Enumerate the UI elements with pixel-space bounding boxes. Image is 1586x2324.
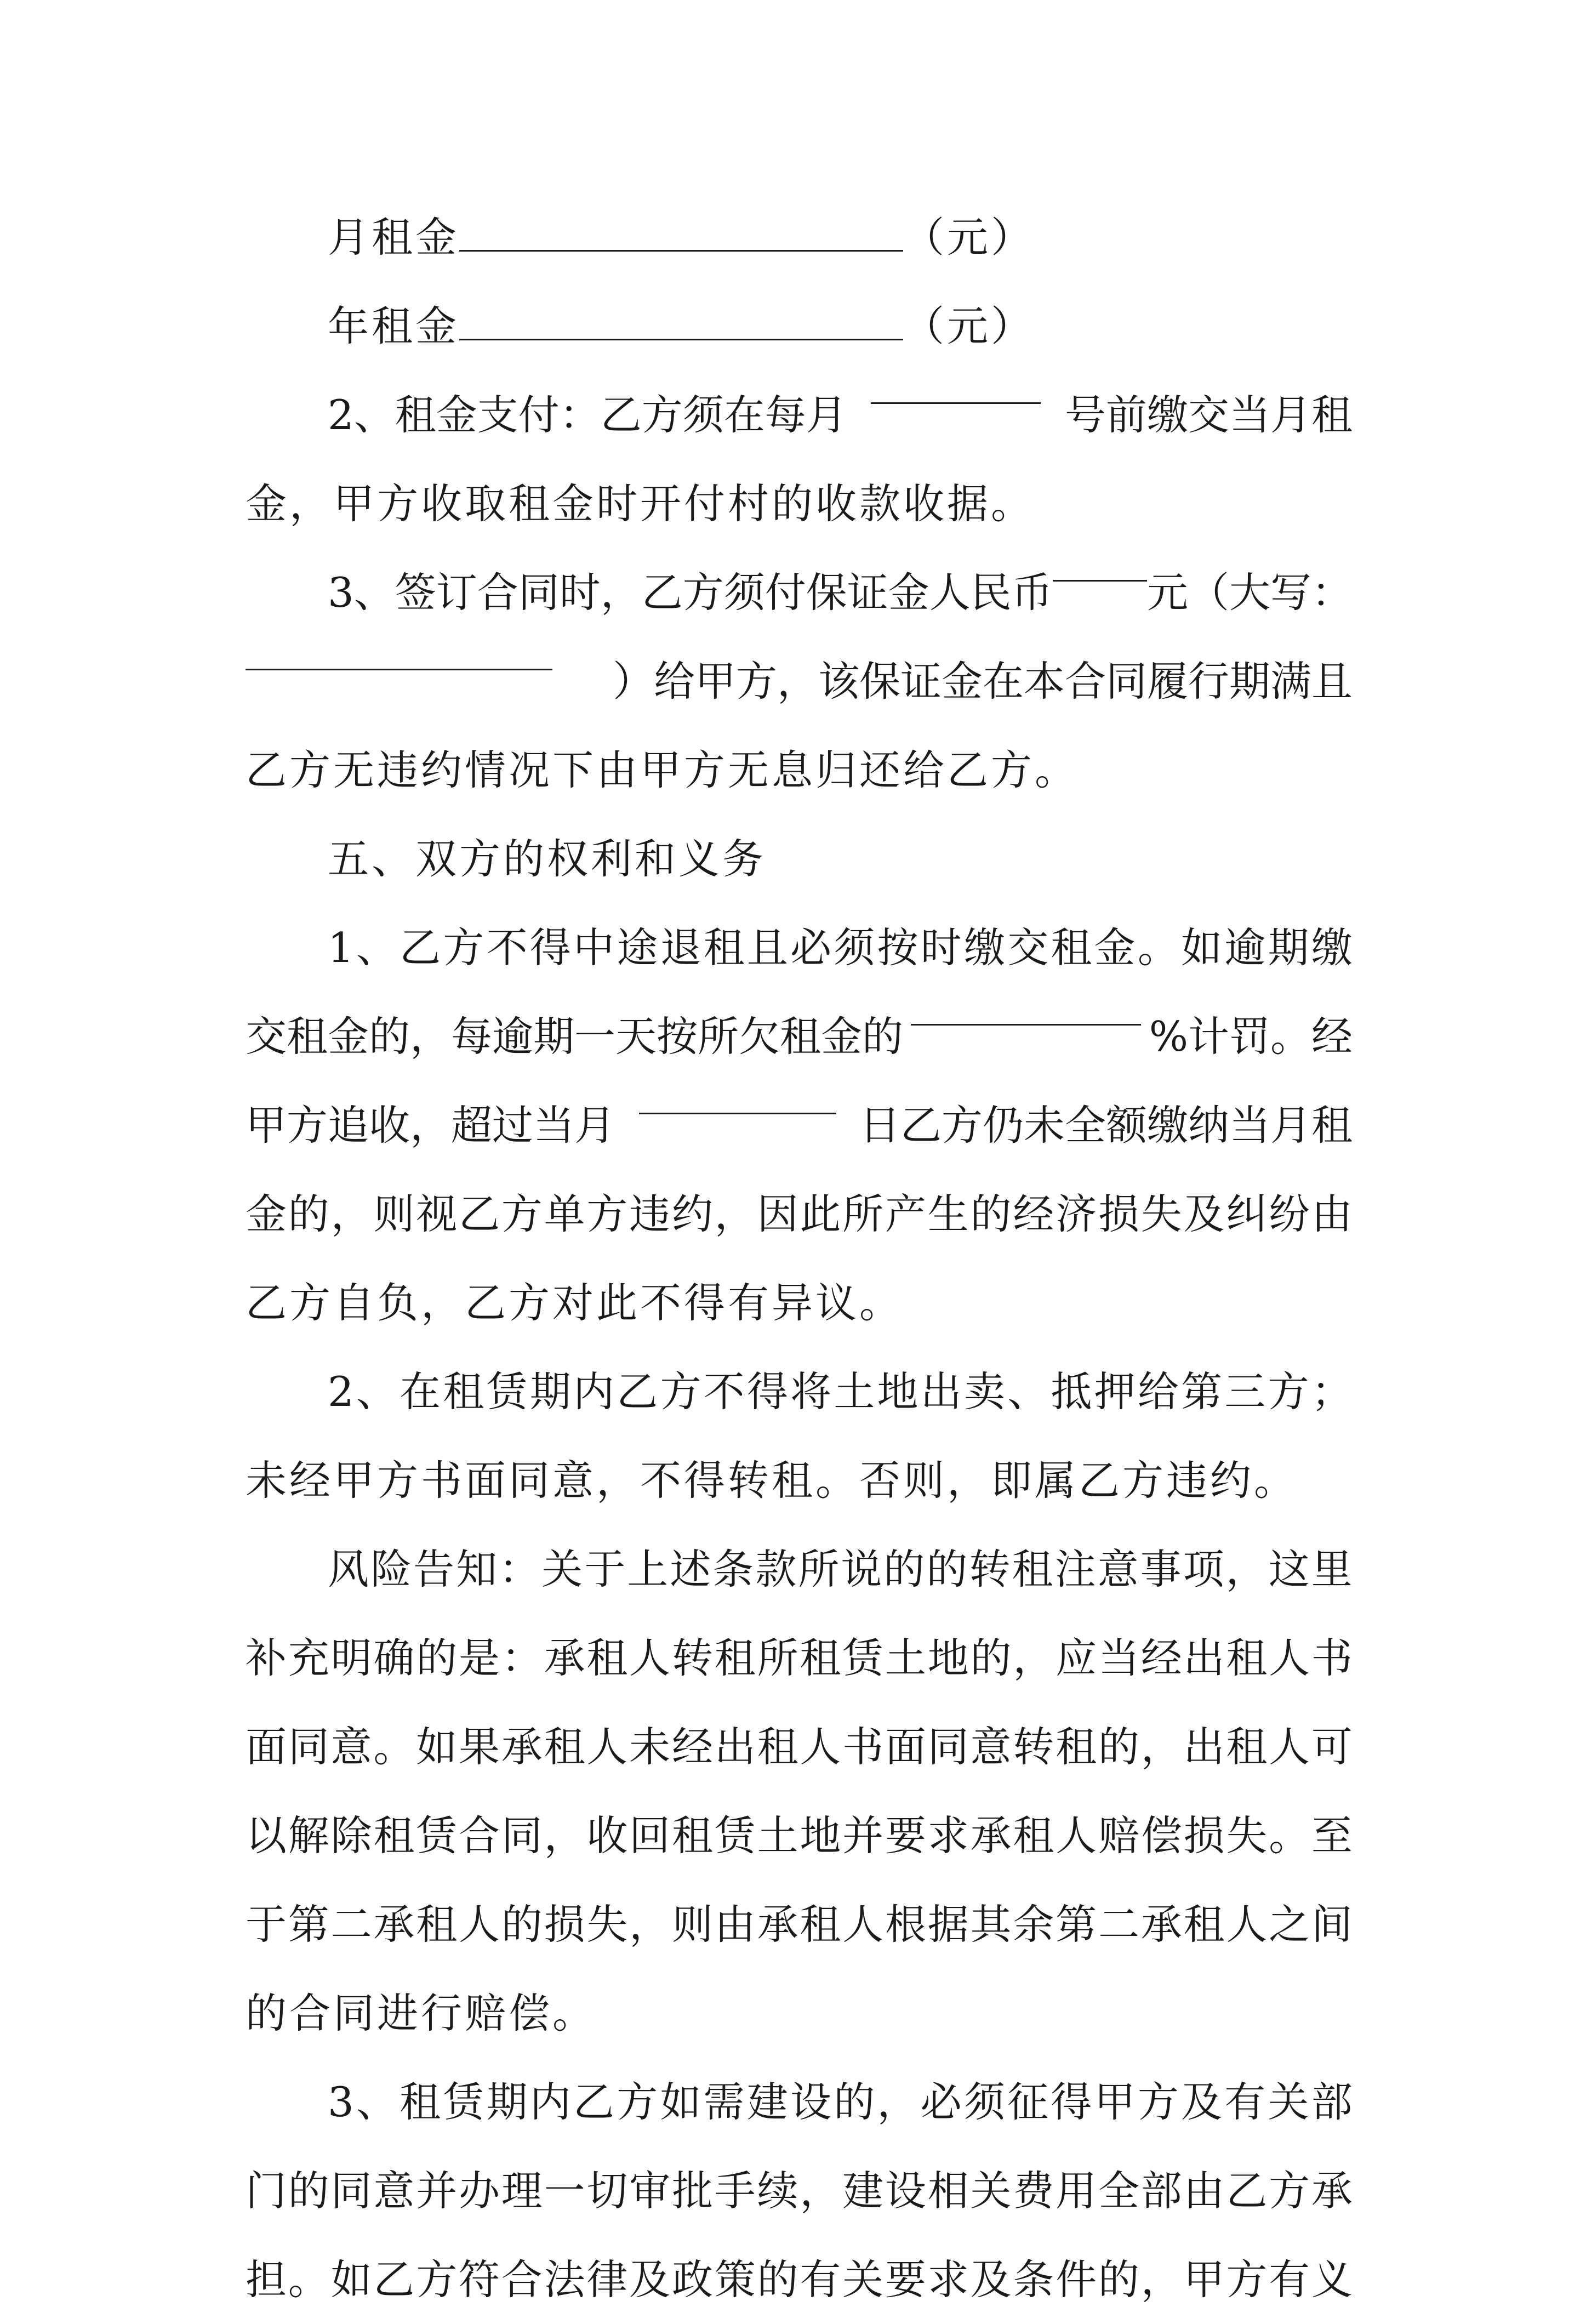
clause1-line-2	[246, 992, 1353, 1081]
clause3-line1-text: 3 、 租 赁 期 内 乙 方 如 需 建 设 的 ， 必 须 征 得 甲 方 及 有 关 部	[328, 2078, 1353, 2126]
deposit-line2-rest: ）给甲方，该保证金在本合同履行期满且	[612, 657, 1353, 705]
clause1-line2-part1: 交租金的，每逾期一天按所欠租金的	[246, 1012, 904, 1061]
clause1-line4-text: 金 的 ， 则 视 乙 方 单 方 违 约 ， 因 此 所 产 生 的 经 济 损 失 及 纠 纷 由	[246, 1190, 1353, 1238]
monthly-rent-line	[246, 193, 1353, 282]
monthly-rent-label: 月租金	[328, 213, 460, 261]
clause2-line1-text: 2 、 在 租 赁 期 内 乙 方 不 得 将 土 地 出 卖 、 抵 押 给 第 三 方 ；	[328, 1368, 1353, 1416]
overdue-day-blank	[639, 1081, 836, 1114]
clause3-line-3	[246, 2235, 1353, 2324]
annual-rent-blank	[459, 307, 903, 340]
payment-line-2: 金，甲方收取租金时开付村的收款收据。	[246, 480, 1035, 528]
deposit-line-1	[246, 548, 1353, 637]
clause1-line3-part1: 甲方追收，超过当月	[246, 1101, 616, 1149]
risk-line4-text: 以 解 除 租 赁 合 同 ， 收 回 租 赁 土 地 并 要 求 承 租 人 赔 偿 损 失 。 至	[246, 1812, 1353, 1860]
clause1-line1-text: 1 、 乙 方 不 得 中 途 退 租 且 必 须 按 时 缴 交 租 金 。 如 逾 期 缴	[328, 924, 1353, 972]
clause3-line2-text: 门 的 同 意 并 办 理 一 切 审 批 手 续 ， 建 设 相 关 费 用 全 部 由 乙 方 承	[246, 2167, 1353, 2215]
clause1-line-4	[246, 1170, 1353, 1258]
annual-rent-unit: （元）	[903, 302, 1035, 350]
clause1-line2-part2: %计罚。经	[1149, 1012, 1353, 1061]
risk-line-5	[246, 1880, 1353, 1969]
monthly-rent-unit: （元）	[903, 213, 1035, 261]
clause1-line-3	[246, 1081, 1353, 1170]
risk-line3-text: 面 同 意 。 如 果 承 租 人 未 经 出 租 人 书 面 同 意 转 租 的 ， 出 租 人 可	[246, 1723, 1353, 1771]
clause1-line3-part2: 日乙方仍未全额缴纳当月租	[859, 1101, 1353, 1149]
risk-line-1	[246, 1525, 1353, 1614]
risk-line-3	[246, 1702, 1353, 1791]
section5-title: 五、双方的权利和义务	[328, 835, 767, 883]
payment-line-1	[246, 371, 1353, 459]
payment-part2: 号前缴交当月租	[1064, 391, 1353, 439]
risk-line5-text: 于 第 二 承 租 人 的 损 失 ， 则 由 承 租 人 根 据 其 余 第 二 承 租 人 之 间	[246, 1900, 1353, 1949]
clause1-line-5: 乙方自负，乙方对此不得有异议。	[246, 1279, 904, 1327]
payment-day-blank	[871, 371, 1041, 404]
deposit-capital-blank	[246, 637, 552, 670]
risk-line-6: 的合同进行赔偿。	[246, 1989, 597, 2037]
contract-text	[246, 193, 1353, 2324]
clause1-line-1	[246, 903, 1353, 992]
risk-line-2	[246, 1614, 1353, 1702]
deposit-line-3: 乙方无违约情况下由甲方无息归还给乙方。	[246, 746, 1079, 794]
risk-line-4	[246, 1791, 1353, 1880]
risk-line1-text: 风 险 告 知 ： 关 于 上 述 条 款 所 说 的 的 转 租 注 意 事 项 ， 这 里	[328, 1545, 1353, 1593]
clause3-line-2	[246, 2146, 1353, 2235]
risk-line2-text: 补 充 明 确 的 是 ： 承 租 人 转 租 所 租 赁 土 地 的 ， 应 当 经 出 租 人 书	[246, 1634, 1353, 1682]
payment-part1: 2、租金支付：乙方须在每月	[328, 391, 847, 439]
deposit-part1: 3、签订合同时，乙方须付保证金人民币	[328, 568, 1053, 617]
clause3-line3-text: 担 。 如 乙 方 符 合 法 律 及 政 策 的 有 关 要 求 及 条 件 的 ， 甲 方 有 义	[246, 2255, 1353, 2304]
monthly-rent-blank	[459, 218, 903, 252]
penalty-percent-blank	[911, 992, 1141, 1026]
clause2-line-1	[246, 1347, 1353, 1436]
deposit-part2: 元（大写：	[1146, 568, 1353, 617]
annual-rent-line	[246, 282, 1353, 371]
clause2-line-2: 未经甲方书面同意，不得转租。否则，即属乙方违约。	[246, 1456, 1298, 1505]
deposit-amount-blank	[1053, 548, 1147, 582]
annual-rent-label: 年租金	[328, 302, 460, 350]
deposit-line-2	[246, 637, 1353, 726]
clause3-line-1	[246, 2058, 1353, 2146]
